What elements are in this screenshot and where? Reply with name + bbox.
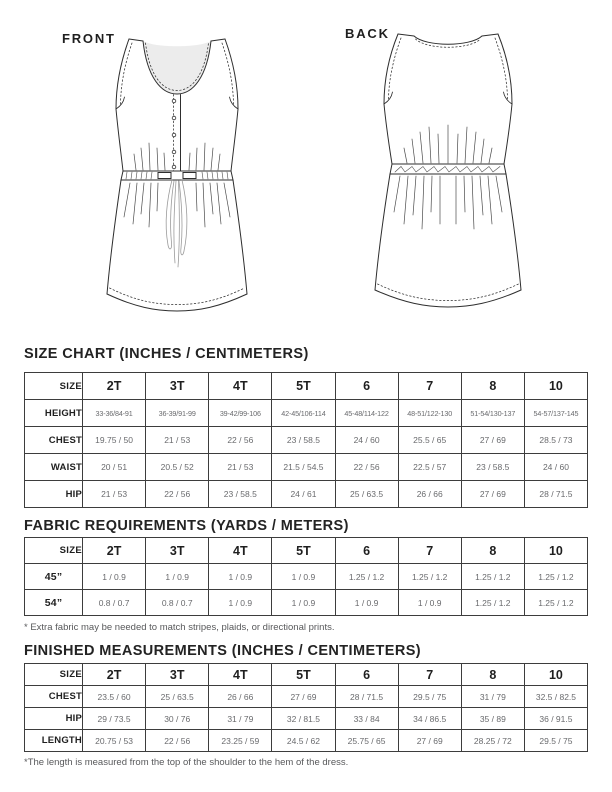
data-cell: 30 / 76 — [146, 708, 209, 730]
front-bodice-gathers — [134, 143, 220, 170]
back-neckline — [414, 36, 482, 44]
data-cell: 29 / 73.5 — [83, 708, 146, 730]
data-cell: 20.5 / 52 — [146, 454, 209, 481]
table-row — [25, 427, 588, 454]
data-cell: 28 / 71.5 — [335, 686, 398, 708]
front-hem — [107, 294, 247, 311]
size-header-cell: 2T — [83, 538, 146, 564]
data-cell: 21 / 53 — [209, 454, 272, 481]
data-cell: 1.25 / 1.2 — [461, 564, 524, 590]
drawstring-buttonhole-left — [158, 173, 171, 179]
table-row — [25, 454, 588, 481]
data-cell: 33-36/84-91 — [83, 400, 146, 427]
row-label-cell: CHEST — [25, 427, 83, 454]
table-row — [25, 708, 588, 730]
back-skirt-gathers — [394, 176, 502, 229]
size-header-cell: 7 — [398, 664, 461, 686]
front-view-label: FRONT — [62, 31, 116, 46]
size-header-cell: 7 — [398, 373, 461, 400]
size-label-cell: SIZE — [25, 538, 83, 564]
data-cell: 27 / 69 — [398, 730, 461, 752]
data-cell: 27 / 69 — [272, 686, 335, 708]
data-cell: 28 / 71.5 — [524, 481, 587, 508]
front-dress-drawing — [103, 31, 251, 313]
size-header-cell: 8 — [461, 373, 524, 400]
size-header-cell: 10 — [524, 664, 587, 686]
size-header-row — [25, 373, 588, 400]
data-cell: 24 / 60 — [524, 454, 587, 481]
data-cell: 0.8 / 0.7 — [146, 590, 209, 616]
data-cell: 21 / 53 — [83, 481, 146, 508]
data-cell: 0.8 / 0.7 — [83, 590, 146, 616]
back-neck-stitching — [416, 39, 481, 47]
data-cell: 1 / 0.9 — [209, 590, 272, 616]
row-label-cell: WAIST — [25, 454, 83, 481]
data-cell: 25 / 63.5 — [335, 481, 398, 508]
size-header-cell: 3T — [146, 538, 209, 564]
data-cell: 22 / 56 — [335, 454, 398, 481]
data-cell: 22 / 56 — [146, 730, 209, 752]
size-header-cell: 8 — [461, 664, 524, 686]
back-waistband — [390, 164, 506, 174]
size-header-row — [25, 538, 588, 564]
drawstring-buttonhole-right — [183, 173, 196, 179]
front-underarm-curves — [116, 97, 238, 109]
data-cell: 32 / 81.5 — [272, 708, 335, 730]
size-header-cell: 6 — [335, 538, 398, 564]
data-cell: 48-51/122-130 — [398, 400, 461, 427]
data-cell: 1.25 / 1.2 — [524, 564, 587, 590]
size-header-cell: 4T — [209, 664, 272, 686]
data-cell: 36 / 91.5 — [524, 708, 587, 730]
back-skirt-sides — [375, 174, 521, 290]
data-cell: 34 / 86.5 — [398, 708, 461, 730]
front-waistband — [121, 171, 233, 180]
size-header-cell: 7 — [398, 538, 461, 564]
back-hem-stitching — [378, 284, 519, 301]
data-cell: 24 / 61 — [272, 481, 335, 508]
data-cell: 23.25 / 59 — [209, 730, 272, 752]
size-header-cell: 8 — [461, 538, 524, 564]
data-cell: 1.25 / 1.2 — [335, 564, 398, 590]
size-header-cell: 3T — [146, 664, 209, 686]
table-row — [25, 481, 588, 508]
size-label-cell: SIZE — [25, 373, 83, 400]
row-label-cell: HIP — [25, 481, 83, 508]
table-row — [25, 730, 588, 752]
data-cell: 39-42/99-106 — [209, 400, 272, 427]
length-footnote: *The length is measured from the top of the shoulder to the hem of the dress. — [24, 757, 349, 768]
data-cell: 26 / 66 — [398, 481, 461, 508]
back-dress-drawing — [370, 28, 526, 310]
front-side-seams — [116, 109, 238, 171]
data-cell: 1.25 / 1.2 — [398, 564, 461, 590]
data-cell: 22.5 / 57 — [398, 454, 461, 481]
data-cell: 20 / 51 — [83, 454, 146, 481]
size-header-cell: 6 — [335, 373, 398, 400]
data-cell: 27 / 69 — [461, 481, 524, 508]
row-label-cell: CHEST — [25, 686, 83, 708]
back-elastic-shirring — [395, 167, 500, 173]
data-cell: 25.5 / 65 — [398, 427, 461, 454]
size-header-cell: 4T — [209, 373, 272, 400]
finished-measurements-table — [24, 663, 588, 752]
front-hem-stitching — [110, 288, 245, 305]
data-cell: 23 / 58.5 — [272, 427, 335, 454]
data-cell: 24.5 / 62 — [272, 730, 335, 752]
size-header-cell: 4T — [209, 538, 272, 564]
data-cell: 1 / 0.9 — [272, 564, 335, 590]
data-cell: 1 / 0.9 — [83, 564, 146, 590]
data-cell: 31 / 79 — [209, 708, 272, 730]
data-cell: 1.25 / 1.2 — [461, 590, 524, 616]
front-buttons — [172, 99, 176, 169]
row-label-cell: 45” — [25, 564, 83, 590]
data-cell: 19.75 / 50 — [83, 427, 146, 454]
data-cell: 26 / 66 — [209, 686, 272, 708]
data-cell: 45-48/114-122 — [335, 400, 398, 427]
row-label-cell: LENGTH — [25, 730, 83, 752]
data-cell: 1 / 0.9 — [209, 564, 272, 590]
row-label-cell: 54” — [25, 590, 83, 616]
data-cell: 20.75 / 53 — [83, 730, 146, 752]
data-cell: 29.5 / 75 — [524, 730, 587, 752]
data-cell: 54-57/137-145 — [524, 400, 587, 427]
table-row — [25, 564, 588, 590]
back-view-label: BACK — [345, 26, 390, 41]
size-header-cell: 5T — [272, 373, 335, 400]
data-cell: 28.5 / 73 — [524, 427, 587, 454]
data-cell: 25.75 / 65 — [335, 730, 398, 752]
front-skirt-sides — [107, 180, 247, 294]
front-neck-opening — [143, 41, 211, 94]
front-skirt-gathers — [124, 183, 230, 227]
back-hem — [375, 290, 521, 307]
row-label-cell: HEIGHT — [25, 400, 83, 427]
data-cell: 42-45/106-114 — [272, 400, 335, 427]
data-cell: 24 / 60 — [335, 427, 398, 454]
finished-measurements-title: FINISHED MEASUREMENTS (INCHES / CENTIMETERS) — [24, 643, 422, 659]
back-underarm-curves — [384, 92, 512, 104]
data-cell: 21 / 53 — [146, 427, 209, 454]
data-cell: 33 / 84 — [335, 708, 398, 730]
table-row — [25, 400, 588, 427]
data-cell: 1 / 0.9 — [272, 590, 335, 616]
data-cell: 23 / 58.5 — [461, 454, 524, 481]
size-header-cell: 2T — [83, 373, 146, 400]
row-label-cell: HIP — [25, 708, 83, 730]
data-cell: 51-54/130-137 — [461, 400, 524, 427]
data-cell: 22 / 56 — [209, 427, 272, 454]
size-chart-title: SIZE CHART (INCHES / CENTIMETERS) — [24, 346, 309, 362]
table-row — [25, 686, 588, 708]
back-bodice-gathers — [404, 125, 492, 163]
size-header-row — [25, 664, 588, 686]
data-cell: 29.5 / 75 — [398, 686, 461, 708]
size-header-cell: 6 — [335, 664, 398, 686]
size-label-cell: SIZE — [25, 664, 83, 686]
data-cell: 1 / 0.9 — [335, 590, 398, 616]
data-cell: 35 / 89 — [461, 708, 524, 730]
data-cell: 25 / 63.5 — [146, 686, 209, 708]
front-waistband-gathers — [126, 172, 228, 179]
size-header-cell: 5T — [272, 664, 335, 686]
drawstring-ties — [166, 180, 187, 267]
data-cell: 23 / 58.5 — [209, 481, 272, 508]
data-cell: 1.25 / 1.2 — [524, 590, 587, 616]
data-cell: 1 / 0.9 — [146, 564, 209, 590]
data-cell: 27 / 69 — [461, 427, 524, 454]
size-header-cell: 2T — [83, 664, 146, 686]
size-header-cell: 10 — [524, 373, 587, 400]
size-header-cell: 3T — [146, 373, 209, 400]
data-cell: 23.5 / 60 — [83, 686, 146, 708]
fabric-requirements-table — [24, 537, 588, 616]
data-cell: 22 / 56 — [146, 481, 209, 508]
back-shoulder-seams — [398, 34, 498, 36]
data-cell: 21.5 / 54.5 — [272, 454, 335, 481]
data-cell: 28.25 / 72 — [461, 730, 524, 752]
table-row — [25, 590, 588, 616]
data-cell: 1 / 0.9 — [398, 590, 461, 616]
fabric-requirements-title: FABRIC REQUIREMENTS (YARDS / METERS) — [24, 518, 349, 534]
data-cell: 31 / 79 — [461, 686, 524, 708]
size-chart-table — [24, 372, 588, 508]
data-cell: 36-39/91-99 — [146, 400, 209, 427]
data-cell: 32.5 / 82.5 — [524, 686, 587, 708]
size-header-cell: 10 — [524, 538, 587, 564]
fabric-footnote: * Extra fabric may be needed to match stripes, plaids, or directional prints. — [24, 622, 335, 633]
size-header-cell: 5T — [272, 538, 335, 564]
